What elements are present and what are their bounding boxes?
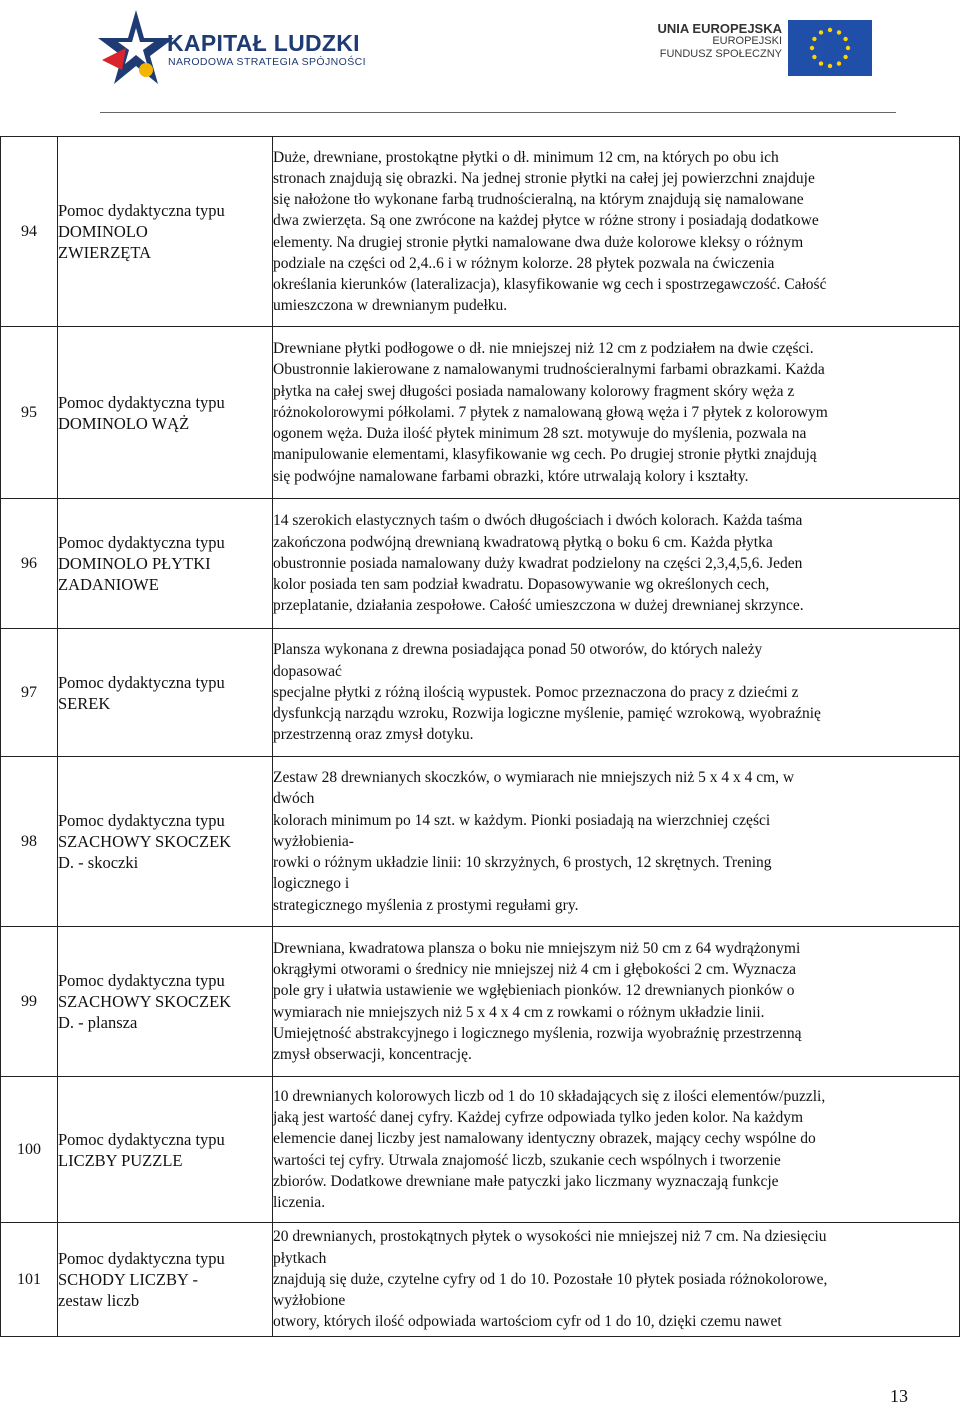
item-description-line: Drewniane płytki podłogowe o dł. nie mniejszej niż 12 cm z podziałem na dwie części. — [273, 340, 814, 358]
item-name-line: SCHODY LICZBY - — [58, 1270, 198, 1289]
item-description-line: umieszczona w drewnianym pudełku. — [273, 297, 508, 315]
item-description-line: wymiarach nie mniejszych niż 5 x 4 x 4 cm z rowkami o różnym układzie linii. — [273, 1003, 765, 1021]
item-description-line: się nałożone tło wykonane farbą trudnościeralną, na którym znajdują się namalowane — [273, 191, 804, 209]
item-description-line: określania kierunków (lateralizacja), klasyfikowanie wg cech i spostrzegawczość. Całość — [273, 275, 827, 293]
item-name-line: Pomoc dydaktyczna typu — [58, 811, 225, 830]
item-name-line: DOMINOLO — [58, 222, 148, 241]
item-description-line: strategicznego myślenia z prostymi regułami gry. — [273, 896, 579, 914]
table-row — [1, 629, 960, 757]
item-description-line: logicznego i — [273, 875, 350, 893]
item-name-line: DOMINOLO WĄŻ — [58, 413, 190, 433]
table-row — [1, 499, 960, 629]
item-description-line: zmysł obserwacji, koncentrację. — [273, 1045, 472, 1063]
header-divider — [100, 112, 896, 113]
item-description-line: okrągłymi otworami o średnicy nie mniejszej niż 4 cm i głębokości 2 cm. Wyznacza — [273, 961, 797, 979]
item-description — [273, 137, 960, 327]
item-name-line: ZWIERZĘTA — [58, 243, 152, 262]
item-description-line: specjalne płytki z różną ilością wypustek. Pomoc przeznaczona do pracy z dziećmi z — [273, 683, 799, 701]
table-row — [1, 1223, 960, 1337]
row-number: 95 — [1, 327, 58, 499]
item-description-line: pole gry i ułatwia ustawienie we wgłębieniach pionków. 12 drewnianych pionków o — [273, 982, 795, 1000]
item-description-line: 14 szerokich elastycznych taśm o dwóch długościach i dwóch kolorach. Każda taśma — [273, 512, 803, 530]
item-description-line: jaką jest wartość danej cyfry. Każdej cyfrze odpowiada tylko jeden kolor. Na każdym — [273, 1109, 804, 1127]
item-description-line: dwa zwierzęta. Są one zwrócone na każdej płytce w różne strony i posiadają dodatkowe — [273, 212, 819, 230]
page-number: 13 — [890, 1386, 908, 1406]
item-description-line: kolor posiada ten sam podział kwadratu. Dopasowywanie wg określonych cech, — [273, 576, 770, 594]
item-description-line: rowki o różnym układzie linii: 10 skrzyżnych, 6 prostych, 12 skrętnych. Trening — [273, 854, 772, 872]
item-description — [273, 1077, 960, 1223]
item-name — [58, 927, 273, 1077]
item-name-line: Pomoc dydaktyczna typu — [58, 672, 225, 692]
item-description-line: Zestaw 28 drewnianych skoczków, o wymiarach nie mniejszych niż 5 x 4 x 4 cm, w — [273, 769, 795, 787]
item-description-line: Duże, drewniane, prostokątne płytki o dł. minimum 12 cm, na których po obu ich — [273, 148, 779, 166]
item-description — [273, 1223, 960, 1337]
item-description-line: kolorach minimum po 14 szt. w każdym. Pionki posiadają na wierzchniej części — [273, 811, 771, 829]
item-description-line: płytkach — [273, 1249, 327, 1267]
item-description-line: zbiorów. Dodatkowe drewniane małe patyczki jako liczmany wyznaczają funkcje — [273, 1172, 779, 1190]
table-row — [1, 327, 960, 499]
item-name-line: D. - skoczki — [58, 853, 139, 872]
kapital-ludzki-subtitle: NARODOWA STRATEGIA SPÓJNOŚCI — [168, 56, 366, 68]
kapital-ludzki-logo-icon — [96, 8, 176, 88]
item-description-line: obustronnie posiada namalowany duży kwadrat podzielony na części 2,3,4,5,6. Jeden — [273, 554, 803, 572]
item-name-line: Pomoc dydaktyczna typu — [58, 1249, 225, 1268]
item-description-line: Plansza wykonana z drewna posiadająca ponad 50 otworów, do których należy — [273, 641, 763, 659]
table-row — [1, 757, 960, 927]
kapital-ludzki-title: KAPITAŁ LUDZKI — [167, 30, 360, 56]
item-name-line: SZACHOWY SKOCZEK — [58, 832, 232, 851]
item-name-line: SZACHOWY SKOCZEK — [58, 992, 232, 1011]
item-name-line: zestaw liczb — [58, 1291, 140, 1310]
item-description-line: się podwójne namalowane farbami obrazki, które utrwalają kolory i kształty. — [273, 467, 749, 485]
item-description-line: podziale na części od 2,4..6 i w różnym kolorze. 28 płytek pozwala na ćwiczenia — [273, 254, 775, 272]
row-number: 100 — [1, 1077, 58, 1223]
item-description-line: ogonem węża. Duża ilość płytek minimum 28 szt. motywuje do myślenia, pozwala na — [273, 425, 807, 443]
item-description-line: przeplatanie, działania zespołowe. Całość umieszczona w dużej drewnianej skrzynce. — [273, 597, 804, 615]
item-description-line: liczenia. — [273, 1193, 326, 1211]
item-description-line: Obustronnie lakierowane z namalowanymi trudnościeralnymi farbami obrazkami. Każda — [273, 361, 825, 379]
item-name-line: SEREK — [58, 693, 111, 713]
item-name-line: Pomoc dydaktyczna typu — [58, 1129, 225, 1149]
item-name-line: Pomoc dydaktyczna typu — [58, 533, 225, 552]
row-number: 96 — [1, 499, 58, 629]
item-description-line: wyżłobione — [273, 1292, 346, 1310]
item-description — [273, 629, 960, 757]
item-name — [58, 499, 273, 629]
item-description-line: wartości tej cyfry. Utrwala znajomość liczb, szukanie cech wspólnych i tworzenie — [273, 1151, 781, 1169]
row-number: 97 — [1, 629, 58, 757]
item-description-line: stronach znajdują się obrazki. Na jednej stronie płytki na całej jej powierzchni znajduje — [273, 169, 815, 187]
item-description-line: manipulowanie elementami, klasyfikowanie wg cech. Po drugiej stronie płytki znajdują — [273, 446, 817, 464]
item-name-line: Pomoc dydaktyczna typu — [58, 201, 225, 220]
eu-line-3: FUNDUSZ SPOŁECZNY — [659, 48, 782, 60]
item-name — [58, 1223, 273, 1337]
item-description — [273, 757, 960, 927]
row-number: 99 — [1, 927, 58, 1077]
item-name-line: ZADANIOWE — [58, 575, 159, 594]
item-description-line: przestrzenną oraz zmysł dotyku. — [273, 726, 474, 744]
item-name — [58, 629, 273, 757]
table-row — [1, 1077, 960, 1223]
item-description-line: otwory, których ilość odpowiada wartościom cyfr od 1 do 10, dzięki czemu nawet — [273, 1313, 782, 1331]
item-description-line: znajdują się duże, czytelne cyfry od 1 do 10. Pozostałe 10 płytek posiada różnokolorowe, — [273, 1270, 828, 1288]
item-description-line: 10 drewnianych kolorowych liczb od 1 do 10 składających się z ilości elementów/puzzli, — [273, 1087, 826, 1105]
page-header — [0, 0, 960, 110]
item-name — [58, 757, 273, 927]
item-name — [58, 327, 273, 499]
item-description-line: wyżłobienia- — [273, 832, 354, 850]
item-description-line: elementy. Na drugiej stronie płytki namalowane dwa duże kolorowe kleksy o różnym — [273, 233, 804, 251]
item-description — [273, 927, 960, 1077]
item-description — [273, 499, 960, 629]
row-number: 98 — [1, 757, 58, 927]
item-description-line: dopasować — [273, 662, 342, 680]
item-description-line: Drewniana, kwadratowa plansza o boku nie mniejszym niż 50 cm z 64 wydrążonymi — [273, 939, 801, 957]
eu-label — [658, 22, 782, 61]
table-row — [1, 927, 960, 1077]
item-name-line: Pomoc dydaktyczna typu — [58, 971, 225, 990]
item-description-line: różnokolorowymi półkolami. 7 płytek z namalowaną głową węża i 7 płytek z kolorowym — [273, 403, 828, 421]
item-description-line: płytka na całej swej długości posiada namalowany kolorowy fragment skóry węża z — [273, 382, 795, 400]
item-description-line: 20 drewnianych, prostokątnych płytek o wysokości nie mniejszej niż 7 cm. Na dziesięciu — [273, 1228, 827, 1246]
item-name-line: DOMINOLO PŁYTKI — [58, 554, 211, 573]
eu-flag-icon — [788, 20, 872, 76]
row-number: 101 — [1, 1223, 58, 1337]
item-name — [58, 137, 273, 327]
item-description-line: dwóch — [273, 790, 315, 808]
products-table — [0, 136, 960, 1337]
item-description-line: zakończona podwójną drewnianą kwadratową płytką o boku 6 cm. Każda płytka — [273, 533, 773, 551]
eu-line-1: UNIA EUROPEJSKA — [657, 21, 782, 36]
item-name-line: D. - plansza — [58, 1013, 138, 1032]
item-name-line: LICZBY PUZZLE — [58, 1150, 183, 1170]
item-name — [58, 1077, 273, 1223]
eu-line-2: EUROPEJSKI — [712, 35, 782, 47]
item-description-line: elemencie danej liczby jest namalowany identyczny obrazek, mający cechy wspólne do — [273, 1130, 816, 1148]
item-description-line: dysfunkcją narządu wzroku, Rozwija logiczne myślenie, pamięć wzrokową, wyobraźnię — [273, 705, 821, 723]
item-name-line: Pomoc dydaktyczna typu — [58, 392, 225, 412]
row-number: 94 — [1, 137, 58, 327]
table-row — [1, 137, 960, 327]
item-description — [273, 327, 960, 499]
item-description-line: Umiejętność abstrakcyjnego i logicznego myślenia, rozwija wyobraźnię przestrzenną — [273, 1024, 802, 1042]
